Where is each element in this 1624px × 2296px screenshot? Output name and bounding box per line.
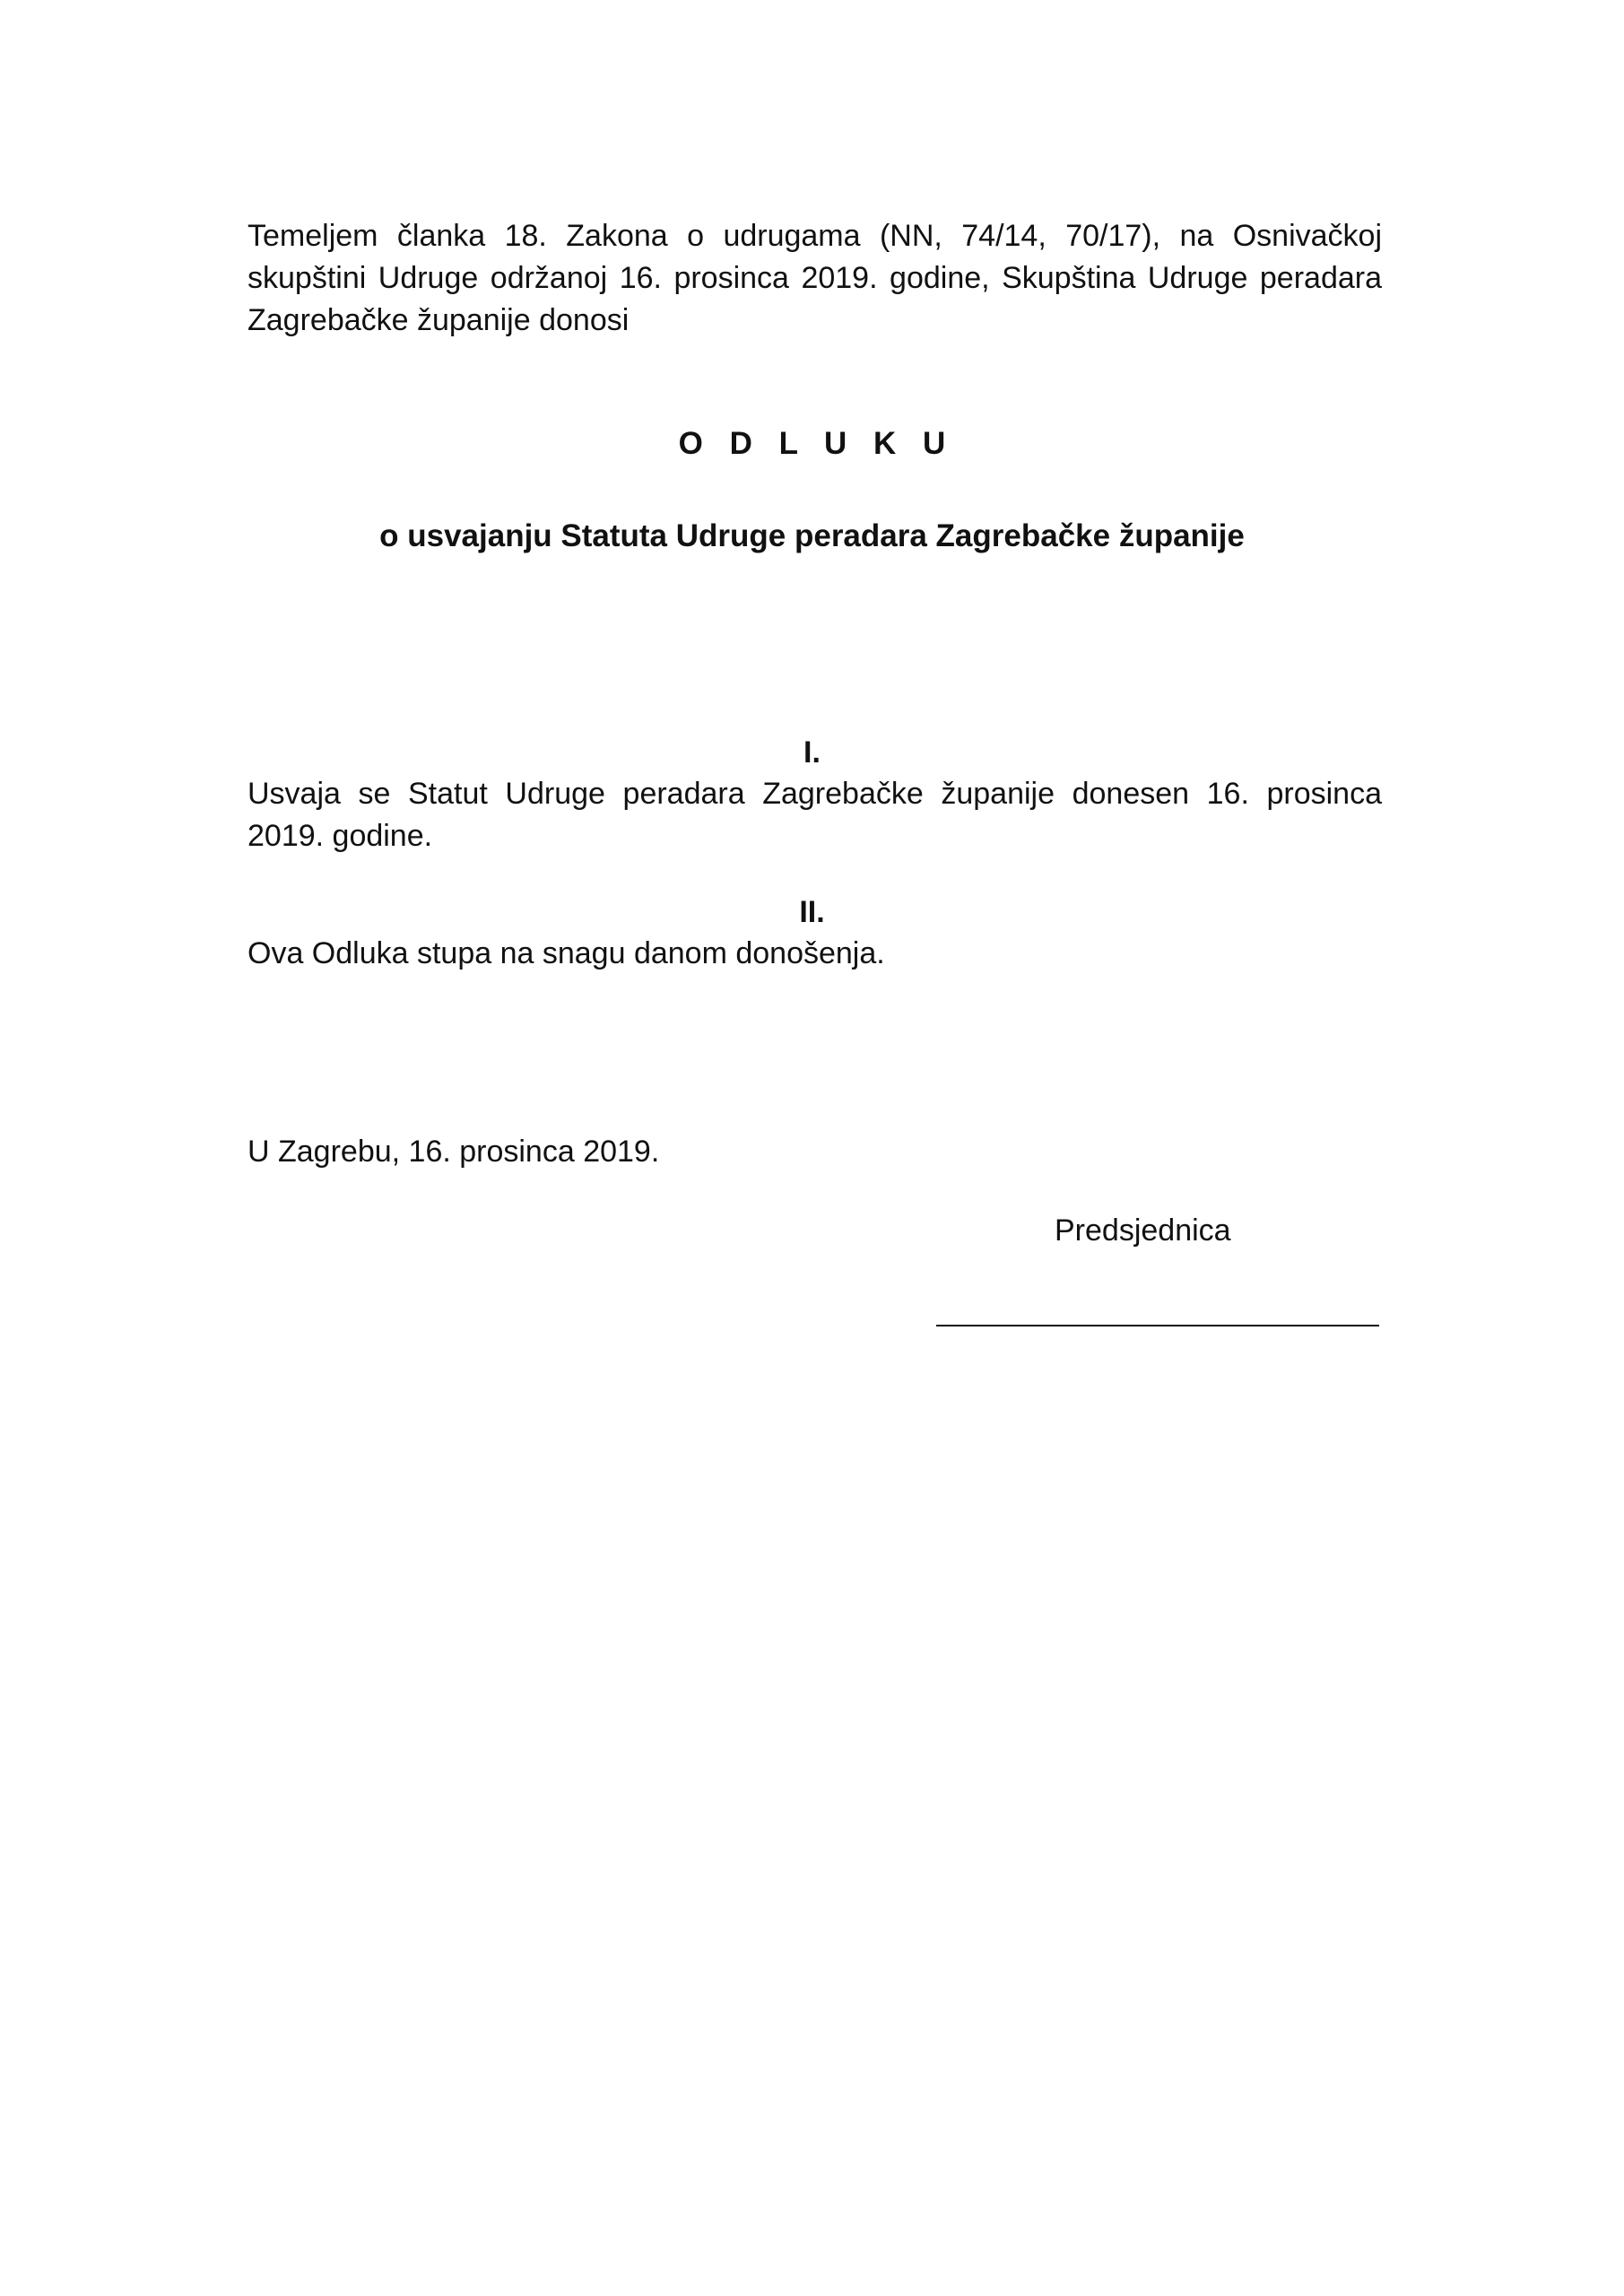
place-and-date: U Zagrebu, 16. prosinca 2019. <box>248 1135 660 1169</box>
signer-title: Predsjednica <box>1055 1213 1231 1248</box>
article-1-number: I. <box>803 735 821 770</box>
signature-line <box>936 1325 1379 1326</box>
article-2-text: Ova Odluka stupa na snagu danom donošenja. <box>248 936 885 970</box>
intro-paragraph: Temeljem članka 18. Zakona o udrugama (NN, 74/14, 70/17), na Osnivačkoj skupštini Udruge održanoj 16. prosinca 2019. godine, Skupština Udruge peradara Zagrebačke županije donosi <box>248 219 1382 337</box>
article-2-number: II. <box>799 895 825 929</box>
article-1-text: Usvaja se Statut Udruge peradara Zagrebačke županije donesen 16. prosinca 2019. godine. <box>248 777 1382 853</box>
document-subtitle: o usvajanju Statuta Udruge peradara Zagrebačke županije <box>379 518 1245 553</box>
document-title: O D L U K U <box>678 426 955 461</box>
